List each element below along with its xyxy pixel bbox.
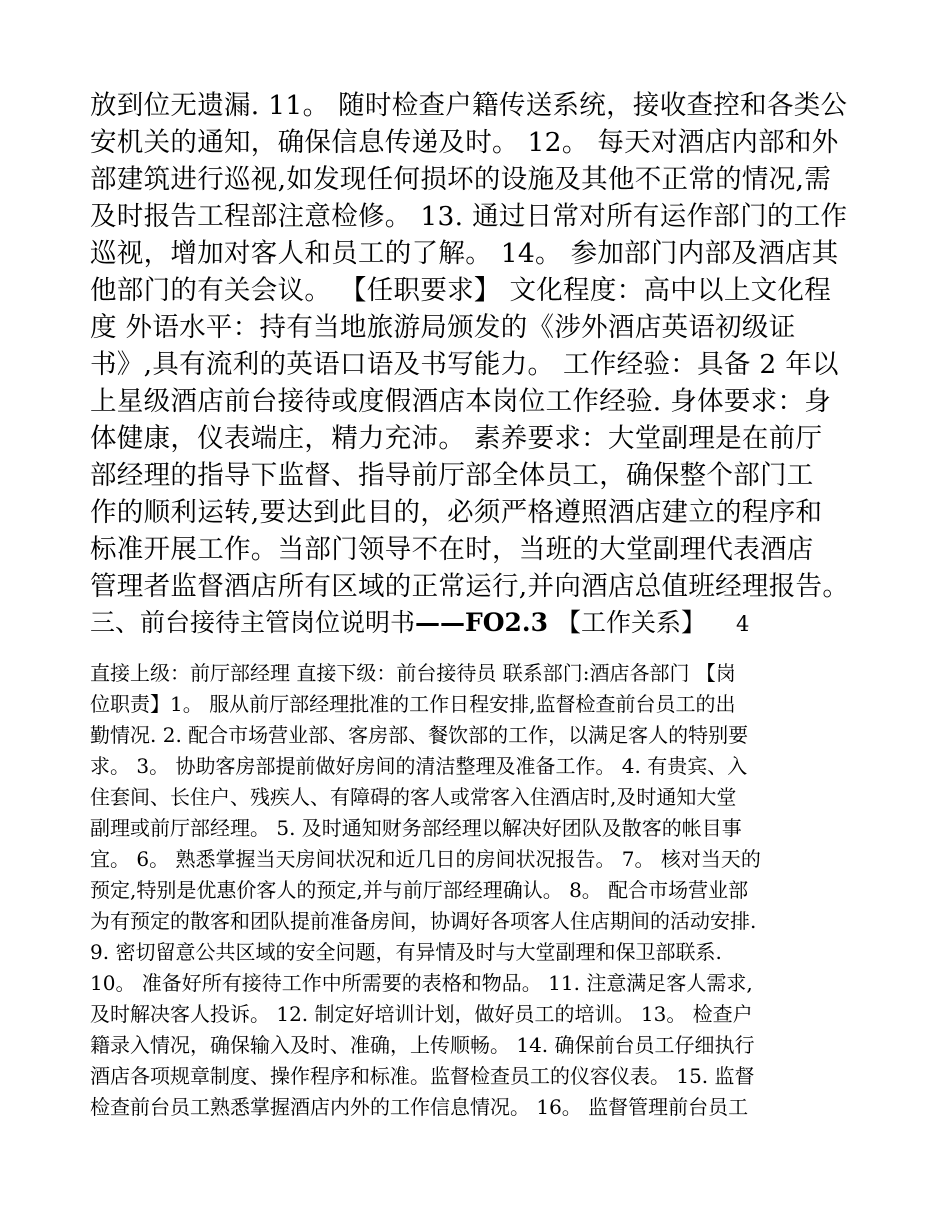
body-text-line: 书》,具有流利的英语口语及书写能力。 工作经验：具备 2 年以 — [90, 349, 839, 380]
body-text-line: 作的顺利运转,要达到此目的，必须严格遵照酒店建立的程序和 — [90, 497, 823, 528]
body-text-line: 宜。 6。 熟悉掌握当天房间状况和近几日的房间状况报告。 7。 核对当天的 — [90, 847, 761, 871]
body-text-line: 9. 密切留意公共区域的安全问题，有异情及时与大堂副理和保卫部联系. — [90, 940, 722, 964]
section-heading-code: ——FO2.3 — [415, 608, 549, 637]
body-text-line: 及时报告工程部注意检修。 13. 通过日常对所有运作部门的工作 — [90, 201, 848, 232]
page-number: 4 — [735, 612, 750, 636]
body-text-line: 为有预定的散客和团队提前准备房间，协调好各项客人住店期间的活动安排. — [90, 909, 757, 933]
body-text-line: 位职责】1。 服从前厅部经理批准的工作日程安排,监督检查前台员工的出 — [90, 692, 736, 716]
body-text-line: 部经理的指导下监督、指导前厅部全体员工，确保整个部门工 — [90, 460, 814, 491]
section-heading-title: 三、前台接待主管岗位说明书 — [90, 608, 416, 637]
body-text-line: 部建筑进行巡视,如发现任何损坏的设施及其他不正常的情况,需 — [90, 164, 832, 195]
body-text-line: 标准开展工作。当部门领导不在时，当班的大堂副理代表酒店 — [90, 534, 814, 565]
body-text-line: 10。 准备好所有接待工作中所需要的表格和物品。 11. 注意满足客人需求, — [90, 971, 753, 995]
body-text-line: 求。 3。 协助客房部提前做好房间的清洁整理及准备工作。 4. 有贵宾、入 — [90, 754, 748, 778]
body-text-line: 度 外语水平：持有当地旅游局颁发的《涉外酒店英语初级证 — [90, 312, 796, 343]
body-text-line: 他部门的有关会议。 【任职要求】 文化程度：高中以上文化程 — [90, 275, 832, 306]
section-heading — [90, 603, 749, 639]
body-text-line: 籍录入情况，确保输入及时、准确，上传顺畅。 14. 确保前台员工仔细执行 — [90, 1033, 755, 1057]
body-text-line: 上星级酒店前台接待或度假酒店本岗位工作经验. 身体要求：身 — [90, 386, 832, 417]
body-text-line: 勤情况. 2. 配合市场营业部、客房部、餐饮部的工作，以满足客人的特别要 — [90, 723, 749, 747]
body-text-line: 及时解决客人投诉。 12. 制定好培训计划，做好员工的培训。 13。 检查户 — [90, 1002, 753, 1026]
body-text-line: 巡视，增加对客人和员工的了解。 14。 参加部门内部及酒店其 — [90, 238, 839, 269]
body-text-line: 检查前台员工熟悉掌握酒店内外的工作信息情况。 16。 监督管理前台员工 — [90, 1095, 749, 1119]
body-text-line: 管理者监督酒店所有区域的正常运行,并向酒店总值班经理报告。 — [90, 571, 850, 602]
body-text-line: 放到位无遗漏. 11。 随时检查户籍传送系统，接收查控和各类公 — [90, 90, 848, 121]
body-text-line: 酒店各项规章制度、操作程序和标准。监督检查员工的仪容仪表。 15. 监督 — [90, 1064, 755, 1088]
body-text-line: 住套间、长住户、残疾人、有障碍的客人或常客入住酒店时,及时通知大堂 — [90, 785, 737, 809]
body-text-line: 预定,特别是优惠价客人的预定,并与前厅部经理确认。 8。 配合市场营业部 — [90, 878, 749, 902]
section-heading-label: 【工作关系】 — [548, 608, 706, 637]
body-text-line: 安机关的通知，确保信息传递及时。 12。 每天对酒店内部和外 — [90, 127, 839, 158]
body-text-line: 体健康，仪表端庄，精力充沛。 素养要求：大堂副理是在前厅 — [90, 423, 823, 454]
body-text-line: 副理或前厅部经理。 5. 及时通知财务部经理以解决好团队及散客的帐目事 — [90, 816, 742, 840]
body-text-line: 直接上级：前厅部经理 直接下级：前台接待员 联系部门:酒店各部门 【岗 — [90, 661, 736, 685]
